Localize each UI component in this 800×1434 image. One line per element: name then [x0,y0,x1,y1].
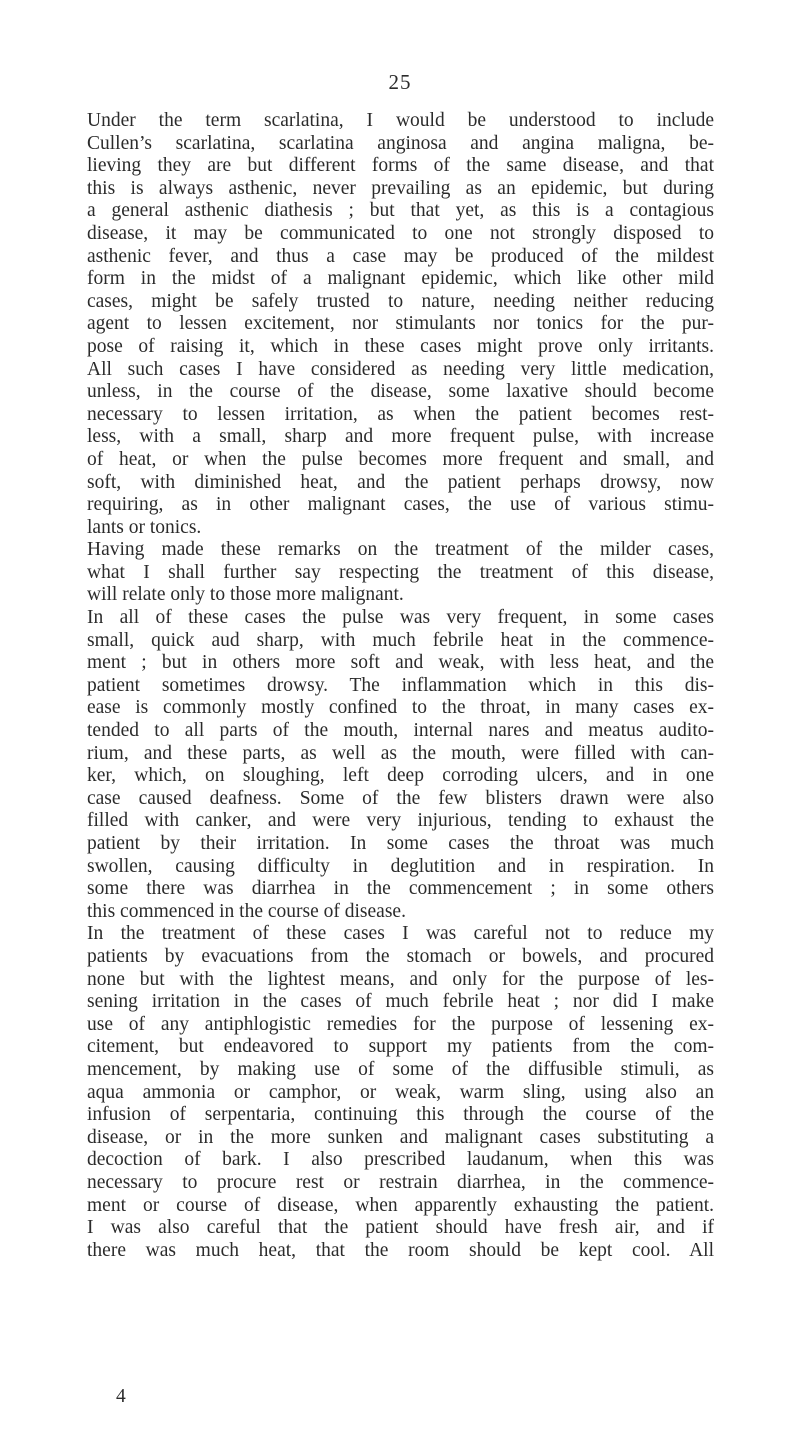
text-line: some there was diarrhea in the commencement ; in some others [87,878,714,900]
text-line: infusion of serpentaria, continuing this through the course of the [87,1104,714,1126]
text-line: filled with canker, and were very injurious, tending to exhaust the [87,810,714,832]
text-line: this is always asthenic, never prevailing as an epidemic, but during [87,177,714,199]
page-number: 25 [388,70,412,94]
text-line: agent to lessen excitement, nor stimulants nor tonics for the pur- [87,313,714,335]
text-line: less, with a small, sharp and more frequent pulse, with increase [87,426,714,448]
text-line: pose of raising it, which in these cases might prove only irritants. [87,335,714,357]
text-line: small, quick aud sharp, with much febrile heat in the commence- [87,629,714,651]
text-line: lants or tonics. [87,516,202,538]
text-line: disease, it may be communicated to one not strongly disposed to [87,222,714,244]
text-line: soft, with diminished heat, and the patient perhaps drowsy, now [87,471,714,493]
text-line: what I shall further say respecting the treatment of this disease, [87,561,714,583]
text-line: Having made these remarks on the treatment of the milder cases, [87,539,714,561]
text-line: will relate only to those more malignant. [87,584,404,606]
text-line: none but with the lightest means, and only for the purpose of les- [87,968,714,990]
text-line: there was much heat, that the room should be kept cool. All [87,1239,714,1261]
text-line: In all of these cases the pulse was very frequent, in some cases [87,607,714,629]
text-line: a general asthenic diathesis ; but that yet, as this is a contagious [87,200,714,222]
text-line: I was also careful that the patient should have fresh air, and if [87,1217,714,1239]
text-line: cases, might be safely trusted to nature, needing neither reducing [87,290,714,312]
text-line: asthenic fever, and thus a case may be produced of the mildest [87,245,714,267]
text-line: sening irritation in the cases of much febrile heat ; nor did I make [87,991,714,1013]
text-line: lieving they are but different forms of the same disease, and that [87,155,714,177]
text-line: In the treatment of these cases I was careful not to reduce my [87,923,714,945]
text-line: necessary to lessen irritation, as when the patient becomes rest- [87,403,714,425]
text-line: Under the term scarlatina, I would be understood to include [87,110,714,131]
text-line: requiring, as in other malignant cases, the use of various stimu- [87,494,714,516]
text-line: ment ; but in others more soft and weak, with less heat, and the [87,652,714,674]
text-line: patient sometimes drowsy. The inflammation which in this dis- [87,674,714,696]
text-line: aqua ammonia or camphor, or weak, warm sling, using also an [87,1081,714,1103]
text-line: patient by their irritation. In some cases the throat was much [87,833,714,854]
text-line: use of any antiphlogistic remedies for the purpose of lessening ex- [87,1013,714,1035]
text-line: mencement, by making use of some of the diffusible stimuli, as [87,1058,714,1080]
text-line: rium, and these parts, as well as the mouth, were filled with can- [87,742,714,764]
text-line: form in the midst of a malignant epidemic, which like other mild [87,268,714,290]
text-line: this commenced in the course of disease. [87,900,406,922]
text-line: All such cases I have considered as needing very little medication, [87,358,714,380]
text-line: of heat, or when the pulse becomes more frequent and small, and [87,448,714,470]
body-text [87,110,714,1262]
text-line: necessary to procure rest or restrain diarrhea, in the commence- [87,1171,714,1193]
text-line: swollen, causing difficulty in deglutition and in respiration. In [87,855,714,877]
text-line: citement, but endeavored to support my patients from the com- [87,1036,714,1058]
text-line: disease, or in the more sunken and malignant cases substituting a [87,1126,714,1148]
text-line: Cullen’s scarlatina, scarlatina anginosa and angina maligna, be- [87,132,714,154]
text-line: patients by evacuations from the stomach or bowels, and procured [87,945,714,967]
text-line: ease is commonly mostly confined to the throat, in many cases ex- [87,697,714,719]
text-line: case caused deafness. Some of the few blisters drawn were also [87,787,714,809]
signature-mark: 4 [116,1386,126,1407]
text-line: decoction of bark. I also prescribed laudanum, when this was [87,1149,714,1171]
text-line: ment or course of disease, when apparently exhausting the patient. [87,1194,714,1216]
text-line: unless, in the course of the disease, some laxative should become [87,381,714,403]
text-line: ker, which, on sloughing, left deep corroding ulcers, and in one [87,765,714,787]
text-line: tended to all parts of the mouth, internal nares and meatus audito- [87,720,714,742]
